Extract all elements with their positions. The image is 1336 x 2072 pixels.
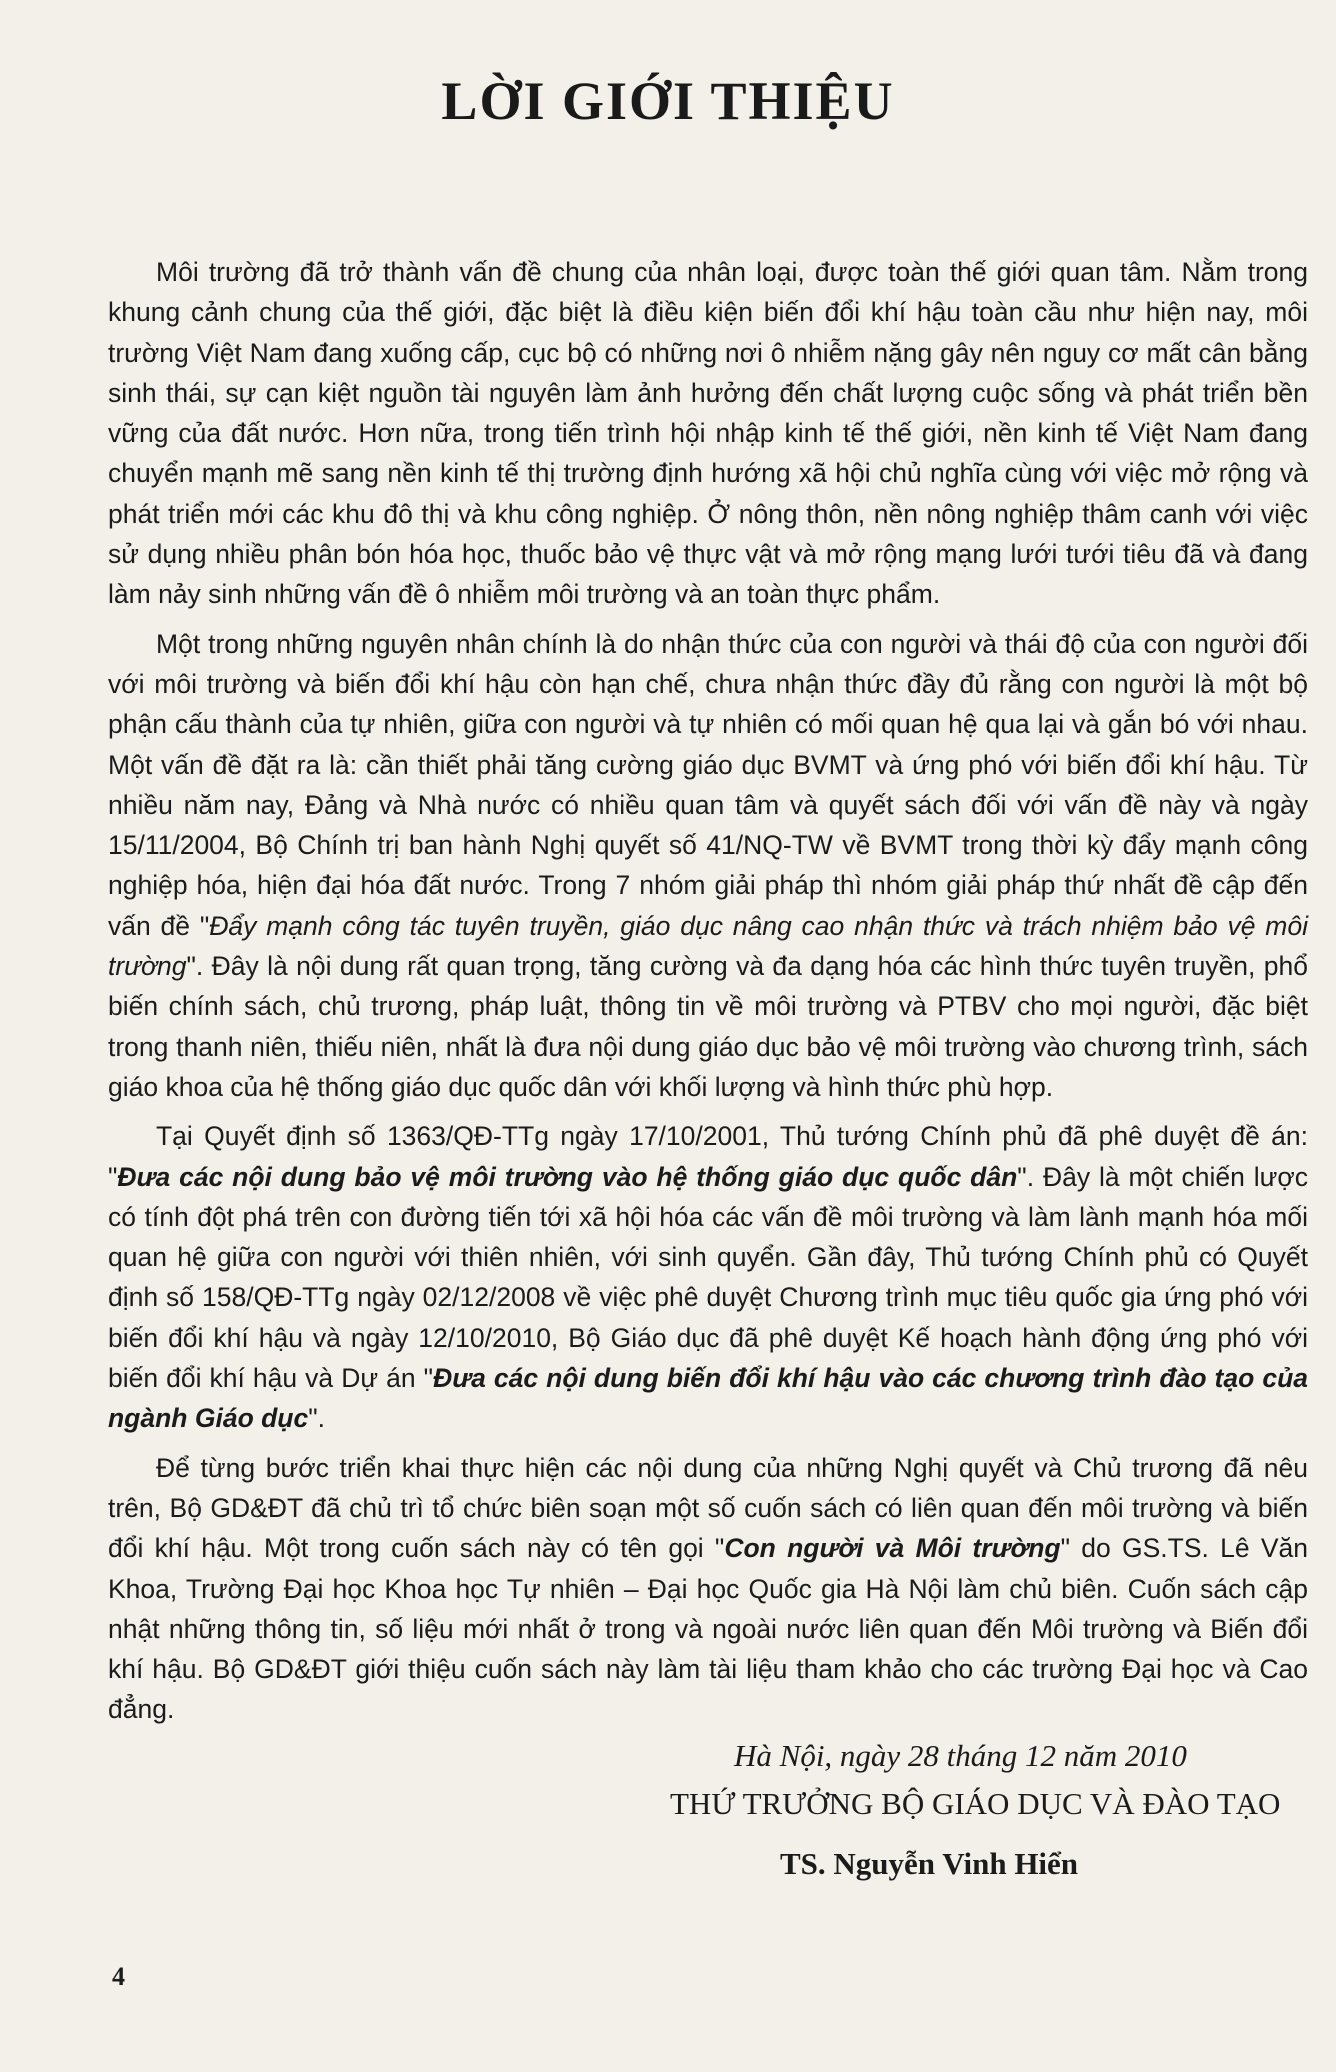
paragraph-text-run: " do GS.TS. Lê Văn Khoa, Trường Đại học Khoa học Tự nhiên – Đại học Quốc gia Hà Nội làm chủ biên. Cuốn sách cập nhật những thông tin, số liệu mới nhất ở trong và ngoài nước liên quan đến Môi trường và Biến đổi khí hậu. Bộ GD&ĐT giới thiệu cuốn sách này làm tài liệu tham khảo cho các trường Đại học và Cao đẳng. [108,1533,1308,1725]
signature-position: THỨ TRƯỞNG BỘ GIÁO DỤC VÀ ĐÀO TẠO [670,1786,1281,1821]
paragraph-text-run: Đẩy mạnh công tác tuyên truyền, giáo dục nâng cao nhận thức và trách nhiệm bảo vệ môi trường [108,910,1308,982]
paragraph-text-run: Một trong những nguyên nhân chính là do nhận thức của con người và thái độ của con người đối với môi trường và biến đổi khí hậu còn hạn chế, chưa nhận thức đầy đủ rằng con người là một bộ phận cấu thành của tự nhiên, giữa con người và tự nhiên có mối quan hệ qua lại và gắn bó với nhau. Một vấn đề đặt ra là: cần thiết phải tăng cường giáo dục BVMT và ứng phó với biến đổi khí hậu. Từ nhiều năm nay, Đảng và Nhà nước có nhiều quan tâm và quyết sách đối với vấn đề này và ngày 15/11/2004, Bộ Chính trị ban hành Nghị quyết số 41/NQ-TW về BVMT trong thời kỳ đẩy mạnh công nghiệp hóa, hiện đại hóa đất nước. Trong 7 nhóm giải pháp thì nhóm giải pháp thứ nhất đề cập đến vấn đề " [108,628,1308,941]
body-text [108,252,1308,1739]
paragraph-1 [108,252,1308,615]
paragraph-text-run: Con người và Môi trường [724,1533,1061,1564]
paragraph-3 [108,1116,1308,1438]
paragraph-text-run: Môi trường đã trở thành vấn đề chung của nhân loại, được toàn thế giới quan tâm. Nằm trong khung cảnh chung của thế giới, đặc biệt là điều kiện biến đổi khí hậu toàn cầu như hiện nay, môi trường Việt Nam đang xuống cấp, cục bộ có những nơi ô nhiễm nặng gây nên nguy cơ mất cân bằng sinh thái, sự cạn kiệt nguồn tài nguyên làm ảnh hưởng đến chất lượng cuộc sống và phát triển bền vững của đất nước. Hơn nữa, trong tiến trình hội nhập kinh tế thế giới, nền kinh tế Việt Nam đang chuyển mạnh mẽ sang nền kinh tế thị trường định hướng xã hội chủ nghĩa cùng với việc mở rộng và phát triển mới các khu đô thị và khu công nghiệp. Ở nông thôn, nền nông nghiệp thâm canh với việc sử dụng nhiều phân bón hóa học, thuốc bảo vệ thực vật và mở rộng mạng lưới tưới tiêu đã và đang làm nảy sinh những vấn đề ô nhiễm môi trường và an toàn thực phẩm. [108,257,1308,610]
paragraph-text-run: ". Đây là một chiến lược có tính đột phá trên con đường tiến tới xã hội hóa các vấn đề môi trường và làm lành mạnh hóa mối quan hệ giữa con người với thiên nhiên, với sinh quyển. Gần đây, Thủ tướng Chính phủ có Quyết định số 158/QĐ-TTg ngày 02/12/2008 về việc phê duyệt Chương trình mục tiêu quốc gia ứng phó với biến đổi khí hậu và ngày 12/10/2010, Bộ Giáo dục đã phê duyệt Kế hoạch hành động ứng phó với biến đổi khí hậu và Dự án " [108,1161,1308,1394]
paragraph-text-run: Tại Quyết định số 1363/QĐ-TTg ngày 17/10/2001, Thủ tướng Chính phủ đã phê duyệt đề án: " [108,1121,1308,1192]
page-number: 4 [112,1962,125,1991]
paragraph-text-run: Để từng bước triển khai thực hiện các nội dung của những Nghị quyết và Chủ trương đã nêu trên, Bộ GD&ĐT đã chủ trì tổ chức biên soạn một số cuốn sách có liên quan đến môi trường và biến đổi khí hậu. Một trong cuốn sách này có tên gọi " [108,1452,1308,1564]
paragraph-text-run: ". Đây là nội dung rất quan trọng, tăng cường và đa dạng hóa các hình thức tuyên truyền, phổ biến chính sách, chủ trương, pháp luật, thông tin về môi trường và PTBV cho mọi người, đặc biệt trong thanh niên, thiếu niên, nhất là đưa nội dung giáo dục bảo vệ môi trường vào chương trình, sách giáo khoa của hệ thống giáo dục quốc dân với khối lượng và hình thức phù hợp. [108,951,1308,1102]
paragraph-text-run: ". [308,1403,326,1434]
signature-name: TS. Nguyễn Vinh Hiển [780,1846,1079,1881]
page-title: LỜI GIỚI THIỆU [441,71,895,131]
paragraph-2 [108,624,1308,1108]
paragraph-text-run: Đưa các nội dung biến đổi khí hậu vào các chương trình đào tạo của ngành Giáo dục [108,1363,1308,1434]
paragraph-text-run: Đưa các nội dung bảo vệ môi trường vào hệ thống giáo dục quốc dân [117,1161,1018,1192]
paragraph-4 [108,1448,1308,1730]
signature-date: Hà Nội, ngày 28 tháng 12 năm 2010 [734,1738,1187,1773]
